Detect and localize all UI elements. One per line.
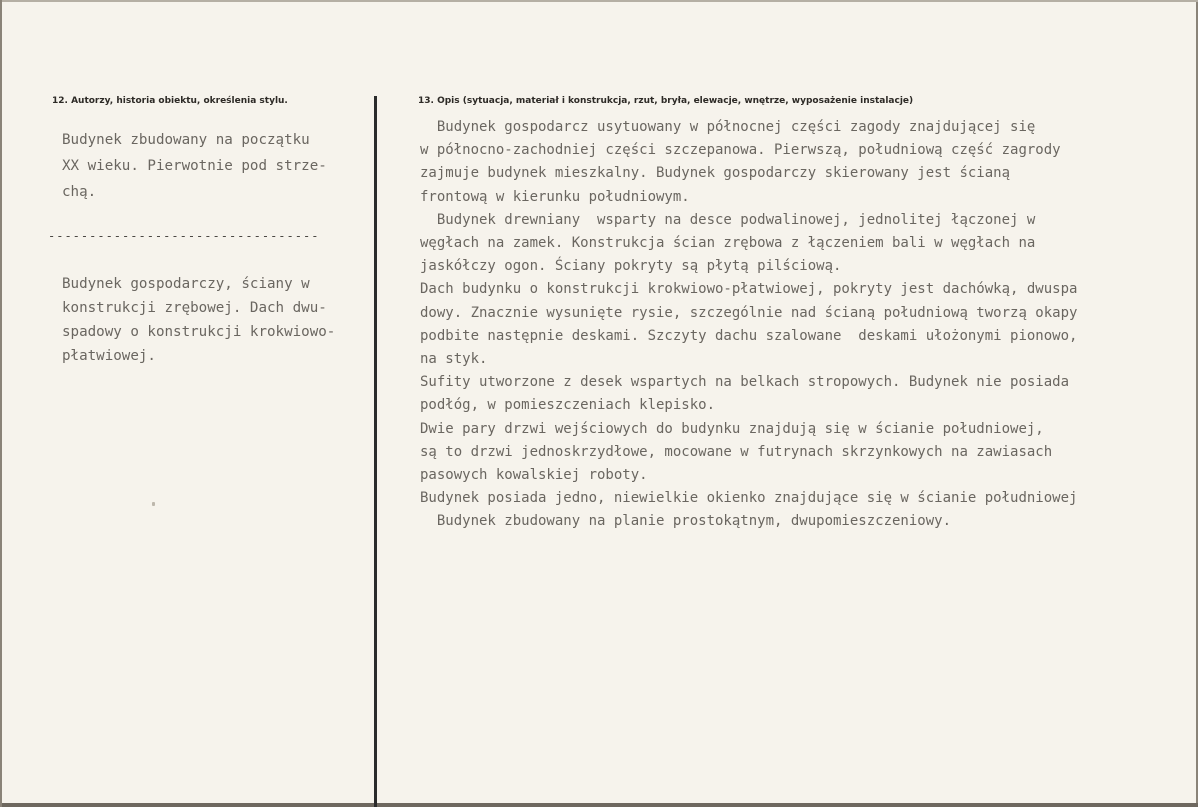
card-bottom-edge xyxy=(2,803,1198,807)
style-text: Budynek gospodarczy, ściany w konstrukcji zrębowej. Dach dwu- spadowy o konstrukcji krokwiowo- płatwiowej. xyxy=(62,276,336,364)
dashed-separator: --------------------------------- xyxy=(48,229,320,243)
paper-speck xyxy=(152,502,155,506)
column-divider xyxy=(374,96,377,807)
history-text: Budynek zbudowany na początku XX wieku. Pierwotnie pod strze- chą. xyxy=(62,132,327,200)
card-top-edge xyxy=(2,0,1198,2)
section-13-header: 13. Opis (sytuacja, materiał i konstrukcja, rzut, bryła, elewacje, wnętrze, wyposażenie instalacje) xyxy=(418,96,914,106)
description-text: Budynek gospodarcz usytuowany w północnej części zagody znajdującej się w północno-zachodniej części szczepanowa. Pierwszą, południową część zagrody zajmuje budynek mieszkalny. Budynek gospodarczy skierowany jest ścianą frontową w kierunku południowym. Budynek drewniany wsparty na desce podwalinowej, jednolitej łączonej w węgłach na zamek. Konstrukcja ścian zrębowa z łączeniem bali w węgłach na jaskółczy ogon. Ściany pokryty są płytą pilściową. Dach budynku o konstrukcji krokwiowo-płatwiowej, pokryty jest dachówką, dwuspa dowy. Znacznie wysunięte rysie, szczególnie nad ścianą południową tworzą okapy podbite następnie deskami. Szczyty dachu szalowane deskami ułożonymi pionowo, na styk. Sufity utworzone z desek wspartych na belkach stropowych. Budynek nie posiada podłóg, w pomieszczeniach klepisko. Dwie pary drzwi wejściowych do budynku znajdują się w ścianie południowej, są to drzwi jednoskrzydłowe, mocowane w futrynach skrzynkowych na zawiasach pasowych kowalskiej roboty. Budynek posiada jedno, niewielkie okienko znajdujące się w ścianie południowej Budynek zbudowany na planie prostokątnym, dwupomieszczeniowy. xyxy=(420,119,1078,530)
section-12-header: 12. Autorzy, historia obiektu, określenia stylu. xyxy=(52,96,288,106)
